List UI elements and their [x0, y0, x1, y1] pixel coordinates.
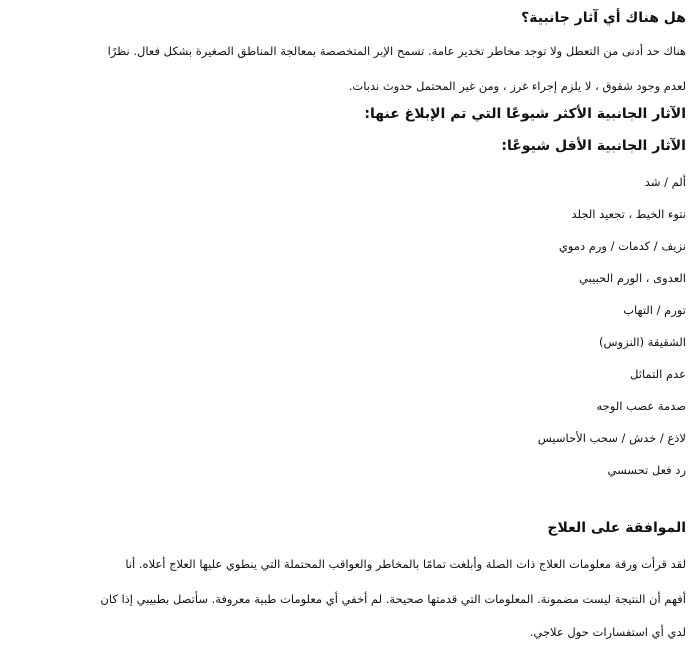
side-effect-item: ألم / شد: [644, 175, 686, 189]
consent-paragraph-line-2: أفهم أن النتيجة ليست مضمونة. المعلومات التي قدمتها صحيحة. لم أخفي أي معلومات طبية معروفة. سأتصل بطبيبي إذا كان: [100, 592, 686, 606]
side-effect-item: نتوء الخيط ، تجعيد الجلد: [571, 207, 686, 221]
side-effect-item: رد فعل تحسسي: [607, 463, 686, 477]
side-effect-item: العدوى ، الورم الحبيبي: [579, 271, 686, 285]
side-effect-item: صدمة عصب الوجه: [596, 399, 686, 413]
side-effects-paragraph-line-2: لعدم وجود شقوق ، لا يلزم إجراء غرز ، ومن غير المحتمل حدوث ندبات.: [348, 79, 686, 93]
common-side-effects-heading: الآثار الجانبية الأكثر شيوعًا التي تم الإبلاغ عنها:: [364, 106, 686, 122]
consent-paragraph-line-1: لقد قرأت ورقة معلومات العلاج ذات الصلة وأبلغت تمامًا بالمخاطر والعواقب المحتملة التي ينطوي عليها العلاج أعلاه. أنا: [125, 557, 686, 571]
side-effect-item: نزيف / كدمات / ورم دموي: [558, 239, 686, 253]
consent-heading: الموافقة على العلاج: [547, 520, 686, 536]
side-effect-item: لاذع / خدش / سحب الأحاسيس: [537, 431, 686, 445]
side-effect-item: الشقيقة (النزوس): [599, 335, 686, 349]
side-effect-item: تورم / التهاب: [623, 303, 686, 317]
consent-paragraph-line-3: لدي أي استفسارات حول علاجي.: [529, 625, 686, 639]
side-effects-heading: هل هناك أي آثار جانبية؟: [521, 10, 686, 26]
side-effects-paragraph-line-1: هناك حد أدنى من التعطل ولا توجد مخاطر تخدير عامة. تسمح الإبر المتخصصة بمعالجة المناطق الصغيرة بشكل فعال. نظرًا: [107, 44, 686, 58]
side-effect-item: عدم التماثل: [630, 367, 686, 381]
less-common-side-effects-heading: الآثار الجانبية الأقل شيوعًا:: [501, 138, 686, 154]
